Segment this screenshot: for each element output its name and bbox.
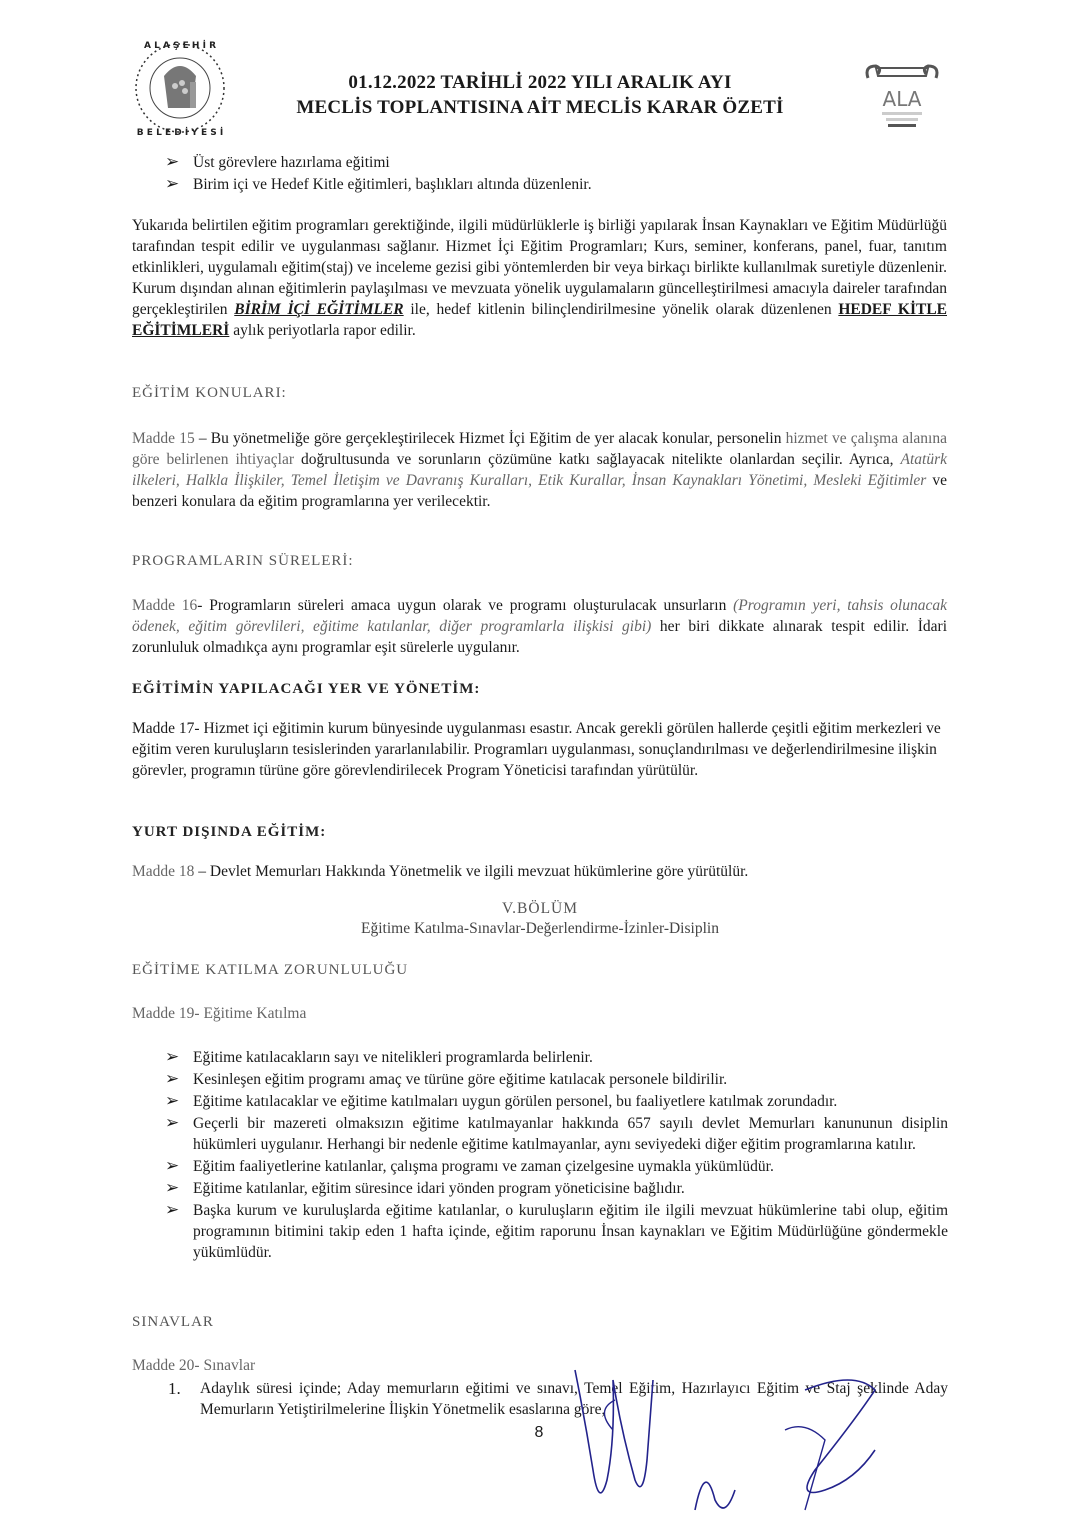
- madde-17: Madde 17- Hizmet içi eğitimin kurum bünyesinde uygulanması esastır. Ancak gerekli görülen hallerde çeşitli eğitim merkezleri ve eğitim veren kuruluşların tesislerinden yararlanılabilir. Programları uygulanması, sonuçlandırılması ve değerlendirilmesine ilişkin görevler, programın türüne göre görevlendirilecek Program Yöneticisi tarafından yürütülür.: [132, 720, 941, 779]
- list-item: ➢ Eğitim faaliyetlerine katılanlar, çalışma programı ve zaman çizelgesine uymakla yükümlüdür.: [165, 1156, 774, 1175]
- svg-text:A L A Ş E H İ R: A L A Ş E H İ R: [143, 41, 217, 51]
- arrow-bullet-icon: ➢: [165, 1091, 180, 1110]
- page-number: 8: [534, 1424, 544, 1441]
- arrow-bullet-icon: ➢: [165, 1113, 180, 1132]
- section-heading-konular: EĞİTİM KONULARI:: [132, 385, 287, 401]
- list-item: ➢ Başka kurum ve kuruluşlarda eğitime katılanlar, o kuruluşların eğitim ile ilgili mevzuat hükümlerine tabi olup, eğitim programının bitimini takip eden 1 hafta içinde, eğitim raporunu İnsan kaynakları ve Eğitim Müdürlüğüne göndermekle yükümlüdür.: [165, 1200, 948, 1261]
- madde-19: Madde 19- Eğitime Katılma: [132, 1005, 307, 1022]
- madde-18: Madde 18 – Devlet Memurları Hakkında Yönetmelik ve ilgili mevzuat hükümlerine göre yürütülür.: [132, 863, 749, 880]
- svg-text:B E L E D İ Y E S İ: B E L E D İ Y E S İ: [136, 128, 224, 138]
- svg-text:ALA: ALA: [882, 87, 922, 111]
- list-item: ➢ Eğitime katılanlar, eğitim süresince idari yönden program yöneticisine bağlıdır.: [165, 1178, 685, 1197]
- madde-20: Madde 20- Sınavlar: [132, 1357, 256, 1374]
- sinav-item-1: 1. Adaylık süresi içinde; Aday memurların eğitimi ve sınavı, Temel Eğitim, Hazırlayıcı Eğitim ve Staj şeklinde Aday Memurların Yetiştirilmelerine İlişkin Yönetmelik esaslarına göre,: [168, 1379, 948, 1418]
- page-title-line1: 01.12.2022 TARİHLİ 2022 YILI ARALIK AYI: [348, 72, 732, 93]
- chapter-subtitle: Eğitime Katılma-Sınavlar-Değerlendirme-İzinler-Disiplin: [361, 920, 719, 937]
- list-item: ➢ Geçerli bir mazereti olmaksızın eğitime katılmayanlar hakkında 657 sayılı devlet Memurları kanununun disiplin hükümleri uygulanır. Herhangi bir nedenle eğitime katılmayanlar, aynı seviyedeki diğer eğitim programlarına katılır.: [165, 1113, 948, 1153]
- madde-15: Madde 15 – Bu yönetmeliğe göre gerçekleştirilecek Hizmet İçi Eğitim de yer alacak konular, personelin hizmet ve çalışma alanına göre belirlenen ihtiyaçlar doğrultusunda ve sorunların çözümüne katkı sağlayacak nitelikte olanlardan seçilir. Ayrıca, Atatürk ilkeleri, Halkla İlişkiler, Temel İletişim ve Davranış Kuralları, Etik Kurallar, İnsan Kaynakları Yönetimi, Mesleki Eğitimler ve benzeri konulara da eğitim programlarına yer verilecektir.: [132, 430, 947, 510]
- section-heading-katilma: EĞİTİME KATILMA ZORUNLULUĞU: [132, 962, 409, 978]
- emphasis-hedef-kitle: HEDEF KİTLE EĞİTİMLERİ: [132, 301, 947, 339]
- municipality-logo: [130, 38, 230, 138]
- arrow-bullet-icon: ➢: [165, 174, 180, 193]
- arrow-bullet-icon: ➢: [165, 1069, 180, 1088]
- arrow-bullet-icon: ➢: [165, 152, 180, 171]
- list-item: ➢ Birim içi ve Hedef Kitle eğitimleri, başlıkları altında düzenlenir.: [165, 174, 592, 193]
- arrow-bullet-icon: ➢: [165, 1178, 180, 1197]
- madde-16: Madde 16- Programların süreleri amaca uygun olarak ve programı oluşturulacak unsurların (Programın yeri, tahsis olunacak ödenek, eğitim görevlileri, eğitime katılanlar, diğer programlarla ilişkisi gibi) her biri dikkate alınarak tespit edilir. İdari zorunluluk olmadıkça aynı programlar eşit sürelerle uygulanır.: [132, 597, 948, 656]
- list-item: ➢ Eğitime katılacaklar ve eğitime katılmaları uygun görülen personel, bu faaliyetlere katılmak zorundadır.: [165, 1091, 838, 1110]
- list-item: ➢ Üst görevlere hazırlama eğitimi: [165, 152, 390, 171]
- chapter-title: V.BÖLÜM: [501, 900, 579, 917]
- section-heading-yer: EĞİTİMİN YAPILACAĞI YER VE YÖNETİM:: [132, 681, 481, 697]
- page-title-line2: MECLİS TOPLANTISINA AİT MECLİS KARAR ÖZETİ: [296, 97, 784, 118]
- signature: [555, 1360, 895, 1520]
- ala-logo: [862, 60, 942, 132]
- intro-bullets: [165, 152, 955, 196]
- arrow-bullet-icon: ➢: [165, 1200, 180, 1219]
- section-heading-sureler: PROGRAMLARIN SÜRELERİ:: [132, 553, 354, 569]
- katilma-bullets: [165, 1047, 948, 1264]
- list-item: ➢ Kesinleşen eğitim programı amaç ve türüne göre eğitime katılacak personele bildirilir.: [165, 1069, 728, 1088]
- arrow-bullet-icon: ➢: [165, 1047, 180, 1066]
- emphasis-birim-ici: BİRİM İÇİ EĞİTİMLER: [234, 301, 404, 318]
- list-item: ➢ Eğitime katılacakların sayı ve nitelikleri programlarda belirlenir.: [165, 1047, 593, 1066]
- section-heading-sinavlar: SINAVLAR: [132, 1314, 214, 1330]
- arrow-bullet-icon: ➢: [165, 1156, 180, 1175]
- intro-paragraph: Yukarıda belirtilen eğitim programları gerektiğinde, ilgili müdürlüklerle iş birliği yapılarak İnsan Kaynakları ve Eğitim Müdürlüğü tarafından tespit edilir ve uygulanması sağlanır. Hizmet İçi Eğitim Programları; Kurs, seminer, konferans, panel, fuar, tanıtım etkinlikleri, uygulamalı eğitim(staj) ve inceleme gezisi gibi yöntemlerden bir veya birkaçı birlikte kullanılmak suretiyle düzenlenir. Kurum dışından alınan eğitimlerin paylaşılması ve mevzuata yönelik uygulamaların güncelleştirilmesi amacıyla daireler tarafından gerçekleştirilen BİRİM İÇİ EĞİTİMLER ile, hedef kitlenin bilinçlendirilmesine yönelik olarak düzenlenen HEDEF KİTLE EĞİTİMLERİ aylık periyotlarla rapor edilir.: [132, 217, 947, 339]
- section-heading-yurtdisi: YURT DIŞINDA EĞİTİM:: [132, 824, 327, 840]
